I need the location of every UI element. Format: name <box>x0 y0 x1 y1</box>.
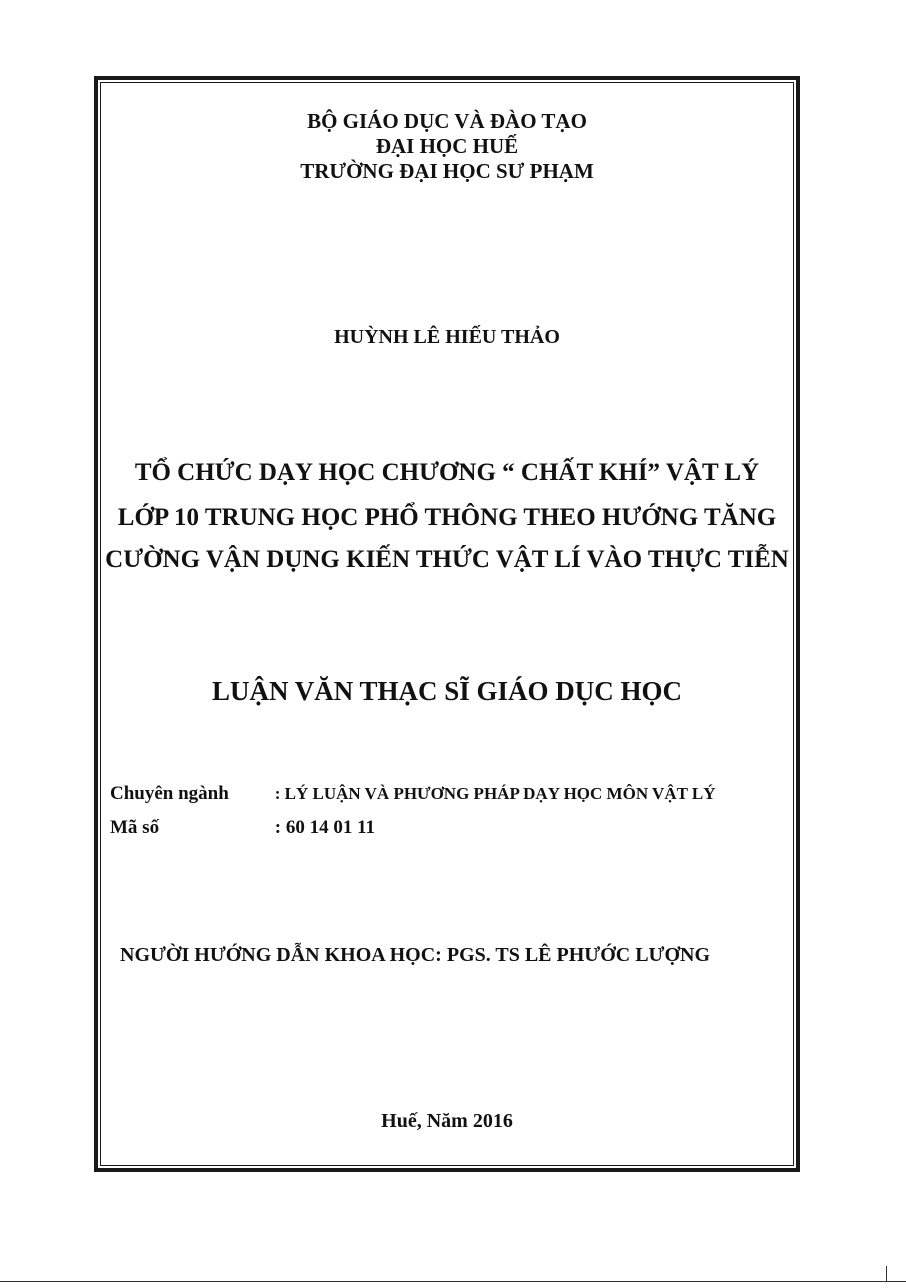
page-border-inner <box>100 82 794 1166</box>
place-and-year: Huế, Năm 2016 <box>381 1110 513 1132</box>
thesis-title-line-1: TỔ CHỨC DẠY HỌC CHƯƠNG “ CHẤT KHÍ” VẬT LÝ <box>134 459 760 486</box>
degree-type: LUẬN VĂN THẠC SĨ GIÁO DỤC HỌC <box>211 676 683 706</box>
page-corner-mark <box>886 1266 887 1282</box>
advisor-line: NGƯỜI HƯỚNG DẪN KHOA HỌC: PGS. TS LÊ PHƯỚC LƯỢNG <box>120 944 711 966</box>
university-name: ĐẠI HỌC HUẾ <box>375 134 519 158</box>
author-name: HUỲNH LÊ HIẾU THẢO <box>334 326 560 348</box>
thesis-title-line-2: LỚP 10 TRUNG HỌC PHỔ THÔNG THEO HƯỚNG TĂNG <box>117 504 777 531</box>
specialization-value: : LÝ LUẬN VÀ PHƯƠNG PHÁP DẠY HỌC MÔN VẬT LÝ <box>274 784 716 803</box>
page-bottom-edge <box>0 1281 906 1282</box>
specialization-row <box>110 783 716 805</box>
ministry-name: BỘ GIÁO DỤC VÀ ĐÀO TẠO <box>307 109 587 133</box>
school-name: TRƯỜNG ĐẠI HỌC SƯ PHẠM <box>300 159 594 183</box>
code-row <box>110 817 375 839</box>
code-value: : 60 14 01 11 <box>274 817 376 838</box>
thesis-title-line-3: CƯỜNG VẬN DỤNG KIẾN THỨC VẬT LÍ VÀO THỰC TIỄN <box>105 546 789 573</box>
code-label: Mã số <box>110 817 160 838</box>
specialization-label: Chuyên ngành <box>110 783 229 804</box>
